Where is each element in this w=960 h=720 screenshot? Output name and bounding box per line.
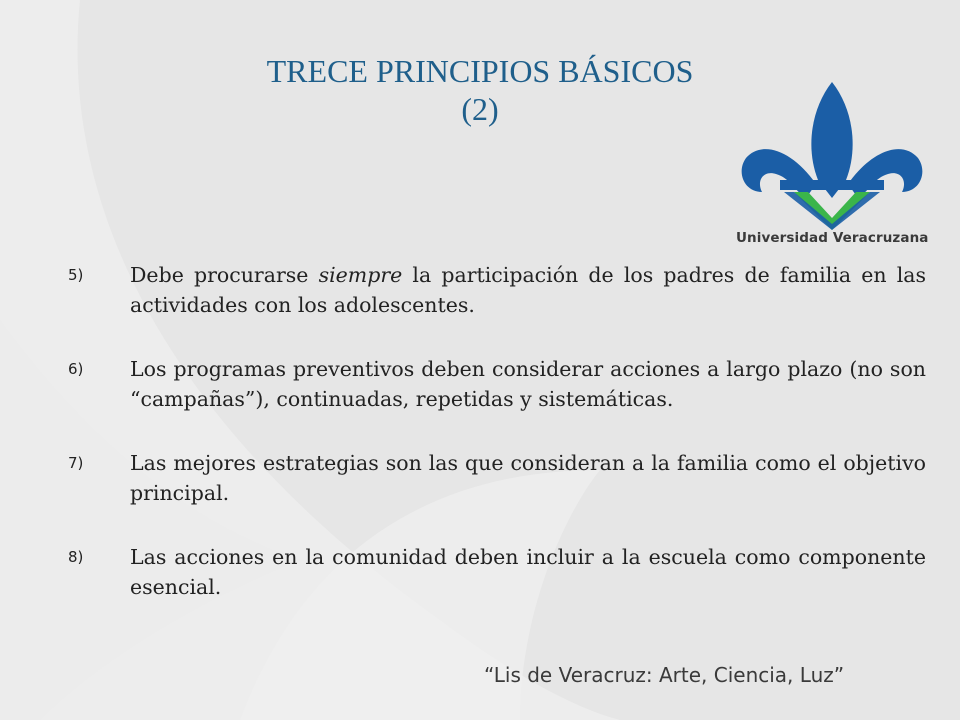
- list-item: [68, 448, 926, 508]
- item-number: 8): [68, 548, 84, 566]
- item-text: Las mejores estrategias son las que consideran a la familia como el objetivo principal.: [130, 451, 926, 505]
- slide-title: [200, 52, 760, 128]
- universidad-veracruzana-logo: [732, 80, 932, 255]
- footer-motto: “Lis de Veracruz: Arte, Ciencia, Luz”: [484, 663, 845, 687]
- item-number: 5): [68, 266, 84, 284]
- title-line-2: (2): [461, 91, 499, 127]
- item-text: Los programas preventivos deben considerar acciones a largo plazo (no son “campañas”), continuadas, repetidas y sistemáticas.: [130, 357, 926, 411]
- item-text-after: la participación de los padres de familia en las actividades con los adolescentes.: [130, 263, 926, 317]
- item-text: Las acciones en la comunidad deben incluir a la escuela como componente esencial.: [130, 545, 926, 599]
- list-item: [68, 542, 926, 602]
- item-number: 6): [68, 360, 84, 378]
- item-text: [130, 260, 926, 320]
- item-number: 7): [68, 454, 84, 472]
- item-text-before: Debe procurarse: [130, 263, 319, 287]
- title-line-1: TRECE PRINCIPIOS BÁSICOS: [266, 53, 694, 89]
- principles-list: [68, 260, 926, 636]
- item-text-emphasis: siempre: [318, 263, 403, 287]
- logo-text: Universidad Veracruzana: [736, 230, 929, 246]
- list-item: [68, 354, 926, 414]
- list-item: [68, 260, 926, 320]
